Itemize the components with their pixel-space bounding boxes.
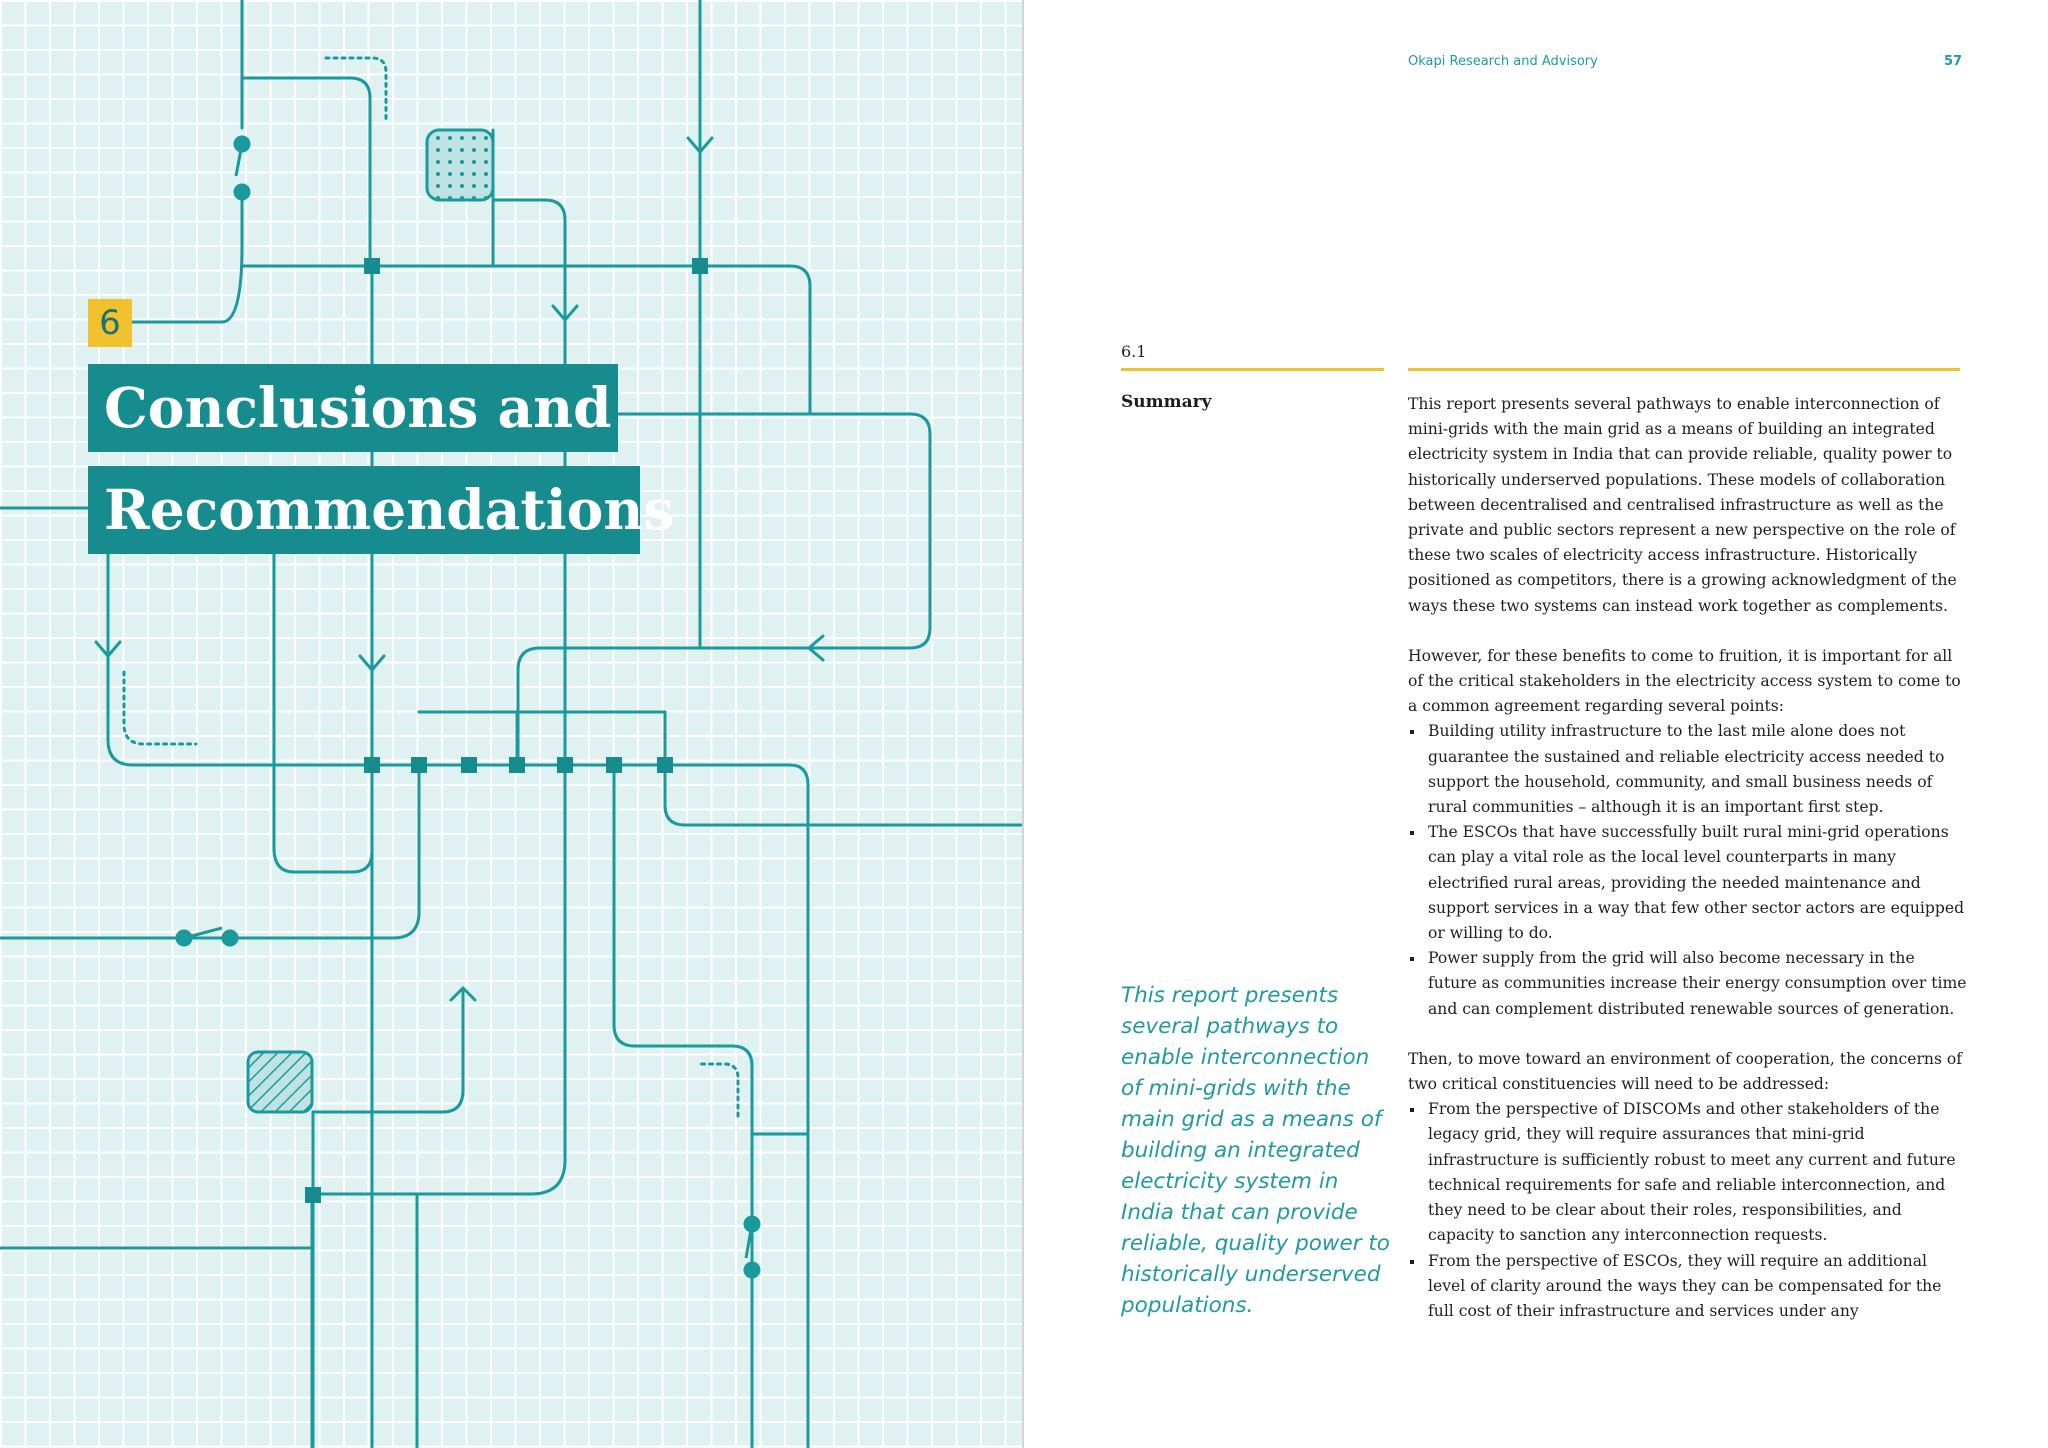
section-rule-right <box>1408 368 1960 371</box>
chapter-number-badge: 6 <box>88 299 132 347</box>
section-title: Summary <box>1121 392 1212 412</box>
section-rule-left <box>1121 368 1384 371</box>
chapter-title-line-1: Conclusions and <box>88 364 618 452</box>
body-paragraph-1: This report presents several pathways to enable interconnection of mini-grids with the main grid as a means of building an integrated electricity system in India that can provide reliable, quality power to historically underserved populations. These models of collaboration between decentralised and centralised infrastructure as well as the private and public sectors represent a new perspective on the role of these two scales of electricity access infrastructure. Historically positioned as competitors, there is a growing acknowledgment of the ways these two systems can instead work together as complements. <box>1408 395 1957 615</box>
body-paragraph-2: However, for these benefits to come to fruition, it is important for all of the critical stakeholders in the electricity access system to come to a common agreement regarding several points: <box>1408 646 1961 716</box>
list-item: The ESCOs that have successfully built rural mini-grid operations can play a vital role as the local level counterparts in many electrified rural areas, providing the needed maintenance and support services in a way that few other sector actors are equipped or willing to do. <box>1408 820 1968 946</box>
pull-quote: This report presents several pathways to enable interconnection of mini-grids with the main grid as a means of building an integrated electricity system in India that can provide reliable, quality power to historically underserved populations. <box>1121 983 1390 1318</box>
chapter-title-line-2: Recommendations <box>88 466 640 554</box>
points-list <box>1408 719 1968 1021</box>
list-item: From the perspective of DISCOMs and other stakeholders of the legacy grid, they will require assurances that mini-grid infrastructure is sufficiently robust to meet any current and future technical requirements for safe and reliable interconnection, and they need to be clear about their roles, responsibilities, and capacity to sanction any interconnection requests. <box>1408 1097 1968 1248</box>
body-text <box>1408 392 1968 1349</box>
concerns-list <box>1408 1097 1968 1324</box>
section-number: 6.1 <box>1121 342 1147 361</box>
list-item: Building utility infrastructure to the last mile alone does not guarantee the sustained and reliable electricity access needed to support the household, community, and small business needs of rural communities – although it is an important first step. <box>1408 719 1968 820</box>
list-item: Power supply from the grid will also become necessary in the future as communities increase their energy consumption over time and can complement distributed renewable sources of generation. <box>1408 946 1968 1022</box>
running-head: Okapi Research and Advisory <box>1408 54 1598 69</box>
page-number: 57 <box>1944 54 1963 69</box>
list-item: From the perspective of ESCOs, they will require an additional level of clarity around the ways they can be compensated for the full cost of their infrastructure and services under any <box>1408 1249 1968 1325</box>
page-gutter <box>1022 0 1024 1448</box>
body-paragraph-3: Then, to move toward an environment of cooperation, the concerns of two critical constituencies will need to be addressed: <box>1408 1049 1963 1094</box>
